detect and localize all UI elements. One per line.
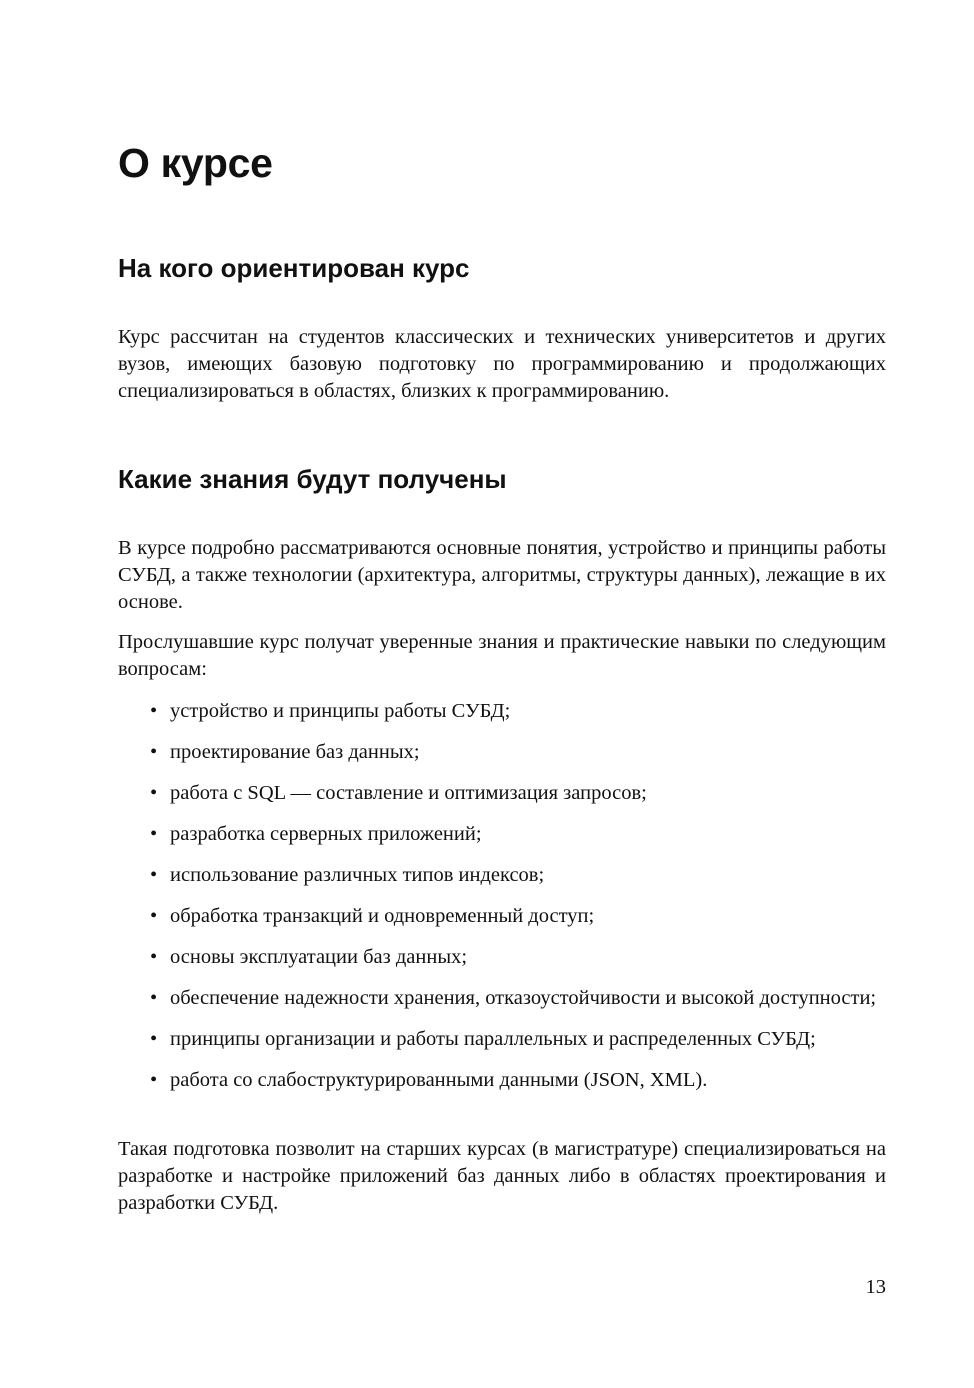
list-item-text: основы эксплуатации баз данных; bbox=[170, 946, 468, 968]
list-item-text: работа с SQL — составление и оптимизация запросов; bbox=[170, 782, 647, 804]
list-item-text: принципы организации и работы параллельных и распределенных СУБД; bbox=[170, 1028, 816, 1050]
list-item bbox=[150, 1026, 886, 1053]
list-item bbox=[150, 903, 886, 930]
page-number: 13 bbox=[865, 1276, 886, 1298]
bullet-icon: • bbox=[150, 946, 158, 968]
list-item bbox=[150, 1067, 886, 1094]
list-item bbox=[150, 944, 886, 971]
section-heading-audience: На кого ориентирован курс bbox=[118, 253, 470, 283]
list-item-text: использование различных типов индексов; bbox=[170, 864, 545, 886]
list-item bbox=[150, 780, 886, 807]
chapter-title: О курсе bbox=[118, 140, 273, 186]
list-item-text: устройство и принципы работы СУБД; bbox=[170, 700, 511, 722]
knowledge-list bbox=[150, 698, 886, 1108]
list-item-text: работа со слабоструктурированными данными (JSON, XML). bbox=[170, 1069, 708, 1091]
paragraph-knowledge-intro: В курсе подробно рассматриваются основные понятия, устройство и принципы работы СУБД, а также технологии (архитектура, алгоритмы, структуры данных), лежащие в их основе. bbox=[118, 537, 886, 613]
list-item bbox=[150, 862, 886, 889]
list-item bbox=[150, 985, 886, 1012]
paragraph-knowledge-outcome: Такая подготовка позволит на старших курсах (в магистратуре) специализироваться на разработке и настройке приложений баз данных либо в областях проектирования и разработки СУБД. bbox=[118, 1138, 886, 1214]
paragraph-audience: Курс рассчитан на студентов классических и технических университетов и других вузов, имеющих базовую подготовку по программированию и продолжающих специализироваться в областях, близких к программированию. bbox=[118, 326, 886, 402]
bullet-icon: • bbox=[150, 1069, 158, 1091]
bullet-icon: • bbox=[150, 1028, 158, 1050]
section-heading-knowledge: Какие знания будут получены bbox=[118, 464, 507, 494]
bullet-icon: • bbox=[150, 864, 158, 886]
list-item bbox=[150, 739, 886, 766]
bullet-icon: • bbox=[150, 823, 158, 845]
list-item bbox=[150, 698, 886, 725]
bullet-icon: • bbox=[150, 905, 158, 927]
bullet-icon: • bbox=[150, 741, 158, 763]
paragraph-knowledge-list-lead: Прослушавшие курс получат уверенные знания и практические навыки по следующим вопросам: bbox=[118, 631, 886, 680]
list-item bbox=[150, 821, 886, 848]
list-item-text: обработка транзакций и одновременный доступ; bbox=[170, 905, 595, 927]
list-item-text: разработка серверных приложений; bbox=[170, 823, 482, 845]
bullet-icon: • bbox=[150, 987, 158, 1009]
list-item-text: обеспечение надежности хранения, отказоустойчивости и высокой доступности; bbox=[170, 987, 877, 1009]
bullet-icon: • bbox=[150, 782, 158, 804]
list-item-text: проектирование баз данных; bbox=[170, 741, 420, 763]
bullet-icon: • bbox=[150, 700, 158, 722]
